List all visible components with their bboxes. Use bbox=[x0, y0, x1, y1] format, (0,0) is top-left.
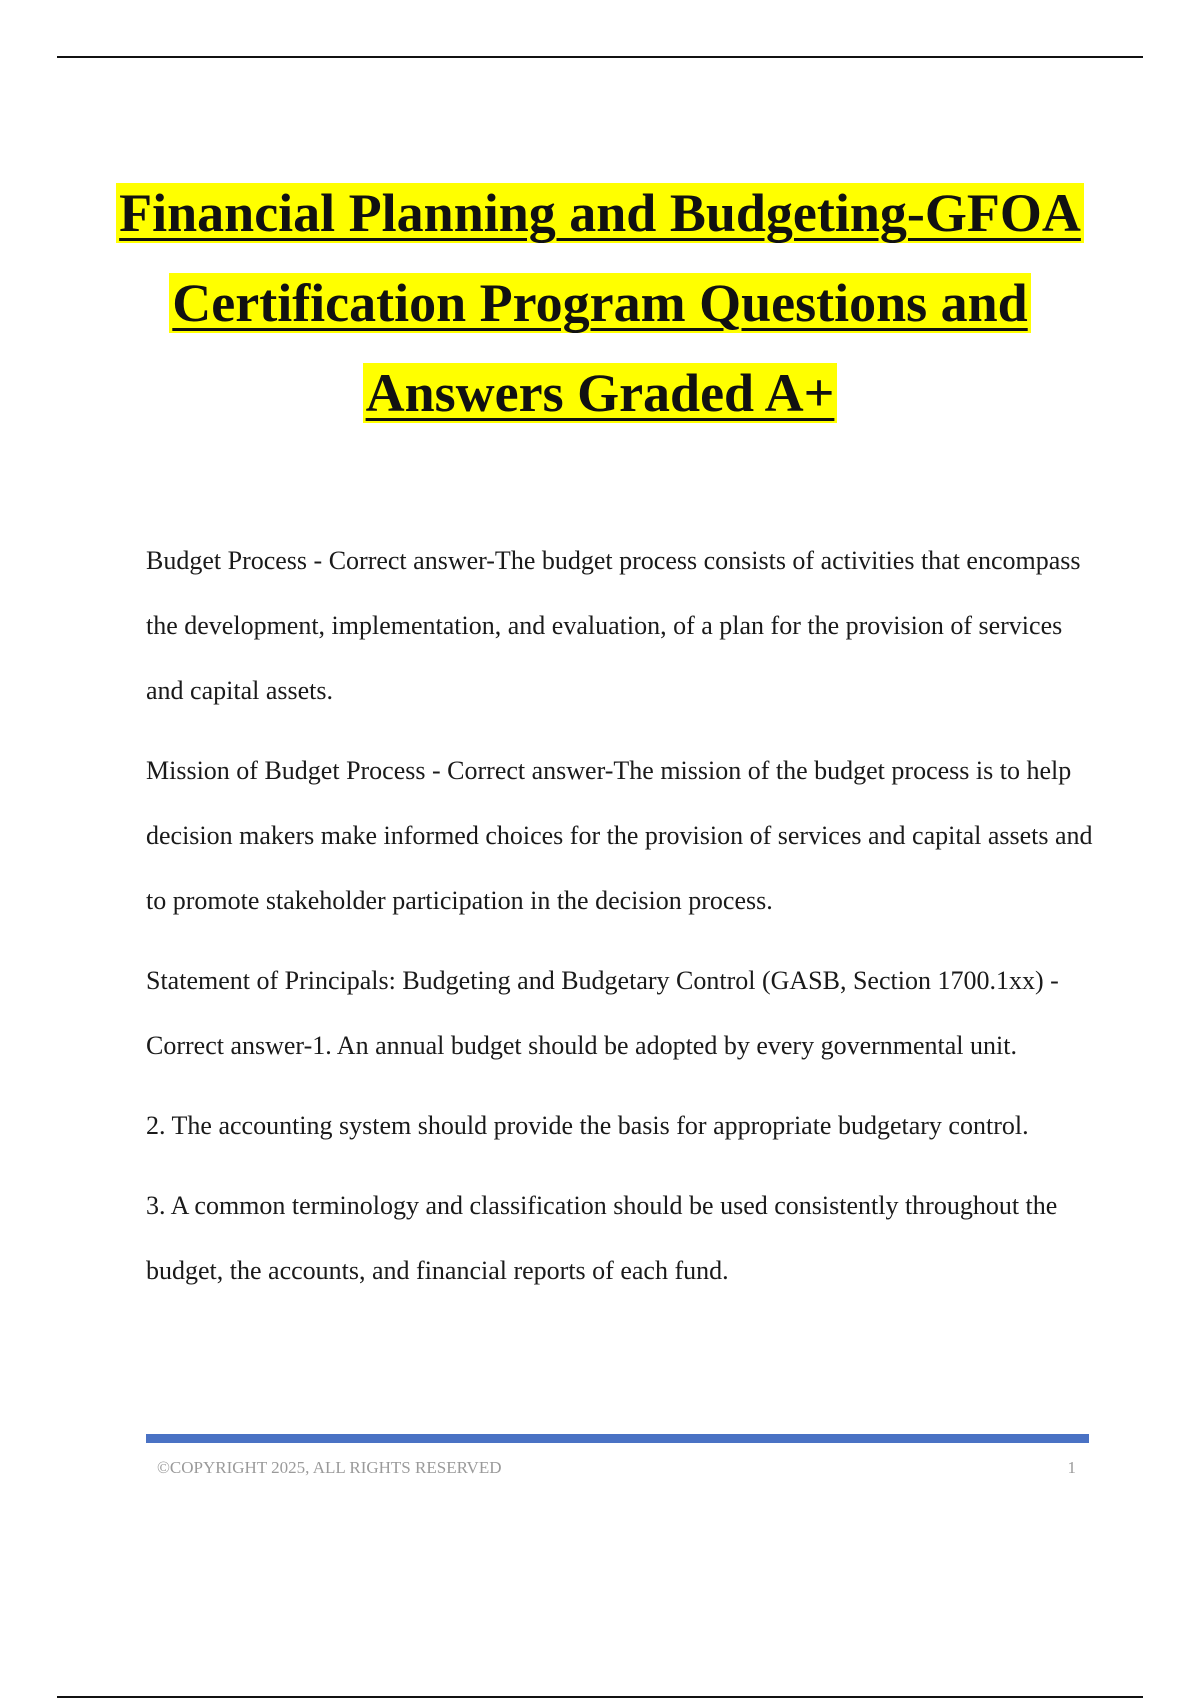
footer-copyright: ©COPYRIGHT 2025, ALL RIGHTS RESERVED bbox=[157, 1458, 502, 1477]
top-divider bbox=[57, 56, 1143, 58]
paragraph-statement-of-principals: Statement of Principals: Budgeting and Budgetary Control (GASB, Section 1700.1xx) - Correct answer-1. An annual budget should be adopted by every governmental unit. bbox=[146, 966, 1059, 1060]
document-title bbox=[0, 168, 1200, 438]
title-line: Answers Graded A+ bbox=[0, 348, 1200, 438]
title-line: Certification Program Questions and bbox=[0, 258, 1200, 348]
paragraph-principle-3: 3. A common terminology and classification should be used consistently throughout the budget, the accounts, and financial reports of each fund. bbox=[146, 1191, 1058, 1285]
page-number: 1 bbox=[1067, 1458, 1076, 1477]
footer-divider bbox=[146, 1434, 1089, 1443]
document-body bbox=[146, 528, 1096, 1318]
paragraph-mission: Mission of Budget Process - Correct answer-The mission of the budget process is to help decision makers make informed choices for the provision of services and capital assets and to promote stakeholder participation in the decision process. bbox=[146, 756, 1093, 915]
paragraph-budget-process: Budget Process - Correct answer-The budget process consists of activities that encompass the development, implementation, and evaluation, of a plan for the provision of services and capital assets. bbox=[146, 546, 1081, 705]
bottom-divider bbox=[57, 1696, 1143, 1698]
title-line: Financial Planning and Budgeting-GFOA bbox=[0, 168, 1200, 258]
paragraph-principle-2: 2. The accounting system should provide the basis for appropriate budgetary control. bbox=[146, 1111, 1029, 1140]
